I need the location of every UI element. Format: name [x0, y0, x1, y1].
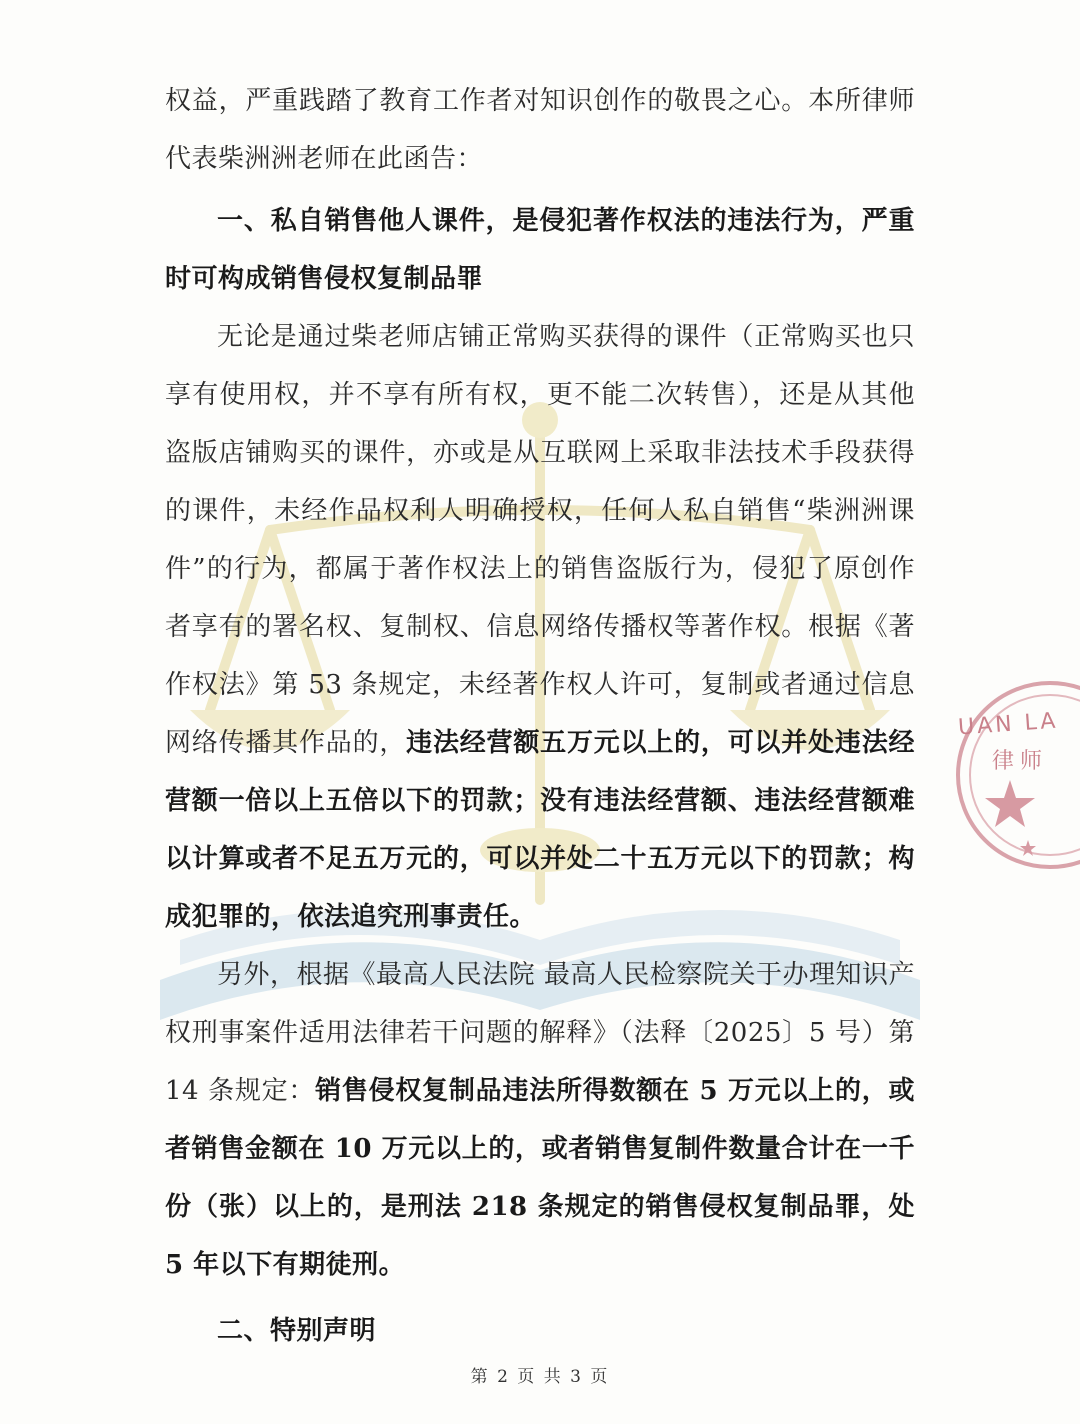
paragraph-copyright-law-text: 无论是通过柴老师店铺正常购买获得的课件（正常购买也只享有使用权，并不享有所有权，更不能二次转售），还是从其他盗版店铺购买的课件，亦或是从互联网上采取非法技术手段获得的课件，未经作品权利人明确授权，任何人私自销售“柴洲洲课件”的行为，都属于著作权法上的销售盗版行为，侵犯了原创作者享有的署名权、复制权、信息网络传播权等著作权。根据《著作权法》第 53 条规定，未经著作权人许可，复制或者通过信息网络传播其作品的，: [165, 322, 915, 758]
section-heading-1: 一、私自销售他人课件，是侵犯著作权法的违法行为，严重时可构成销售侵权复制品罪: [165, 206, 915, 294]
section-heading-2: 二、特别声明: [217, 1316, 377, 1346]
letter-page: [165, 72, 915, 1360]
paragraph-intro: 权益，严重践踏了教育工作者对知识创作的敬畏之心。本所律师代表柴洲洲老师在此函告：: [165, 86, 915, 174]
seal-text-mid: 律师: [992, 749, 1049, 774]
paragraph-judicial-interpretation-text: 另外，根据《最高人民法院 最高人民检察院关于办理知识产权刑事案件适用法律若干问题的解释》（法释〔2025〕5 号）第 14 条规定：: [165, 960, 915, 1106]
paragraph-judicial-interpretation: [165, 946, 915, 1294]
paragraph-copyright-law: [165, 308, 915, 946]
paragraph-judicial-interpretation-penalty: 销售侵权复制品违法所得数额在 5 万元以上的，或者销售金额在 10 万元以上的，或者销售复制件数量合计在一千份（张）以上的，是刑法 218 条规定的销售侵权复制品罪，处 5 年以下有期徒刑。: [165, 1076, 915, 1280]
paragraph-copyright-law-penalty: 违法经营额五万元以上的，可以并处违法经营额一倍以上五倍以下的罚款；没有违法经营额、违法经营额难以计算或者不足五万元的，可以并处二十五万元以下的罚款；构成犯罪的，依法追究刑事责任。: [165, 728, 915, 932]
law-firm-seal: [930, 680, 1080, 880]
seal-text-top: UAN LA: [957, 708, 1060, 741]
page-number: 第 2 页 共 3 页: [470, 1367, 610, 1387]
